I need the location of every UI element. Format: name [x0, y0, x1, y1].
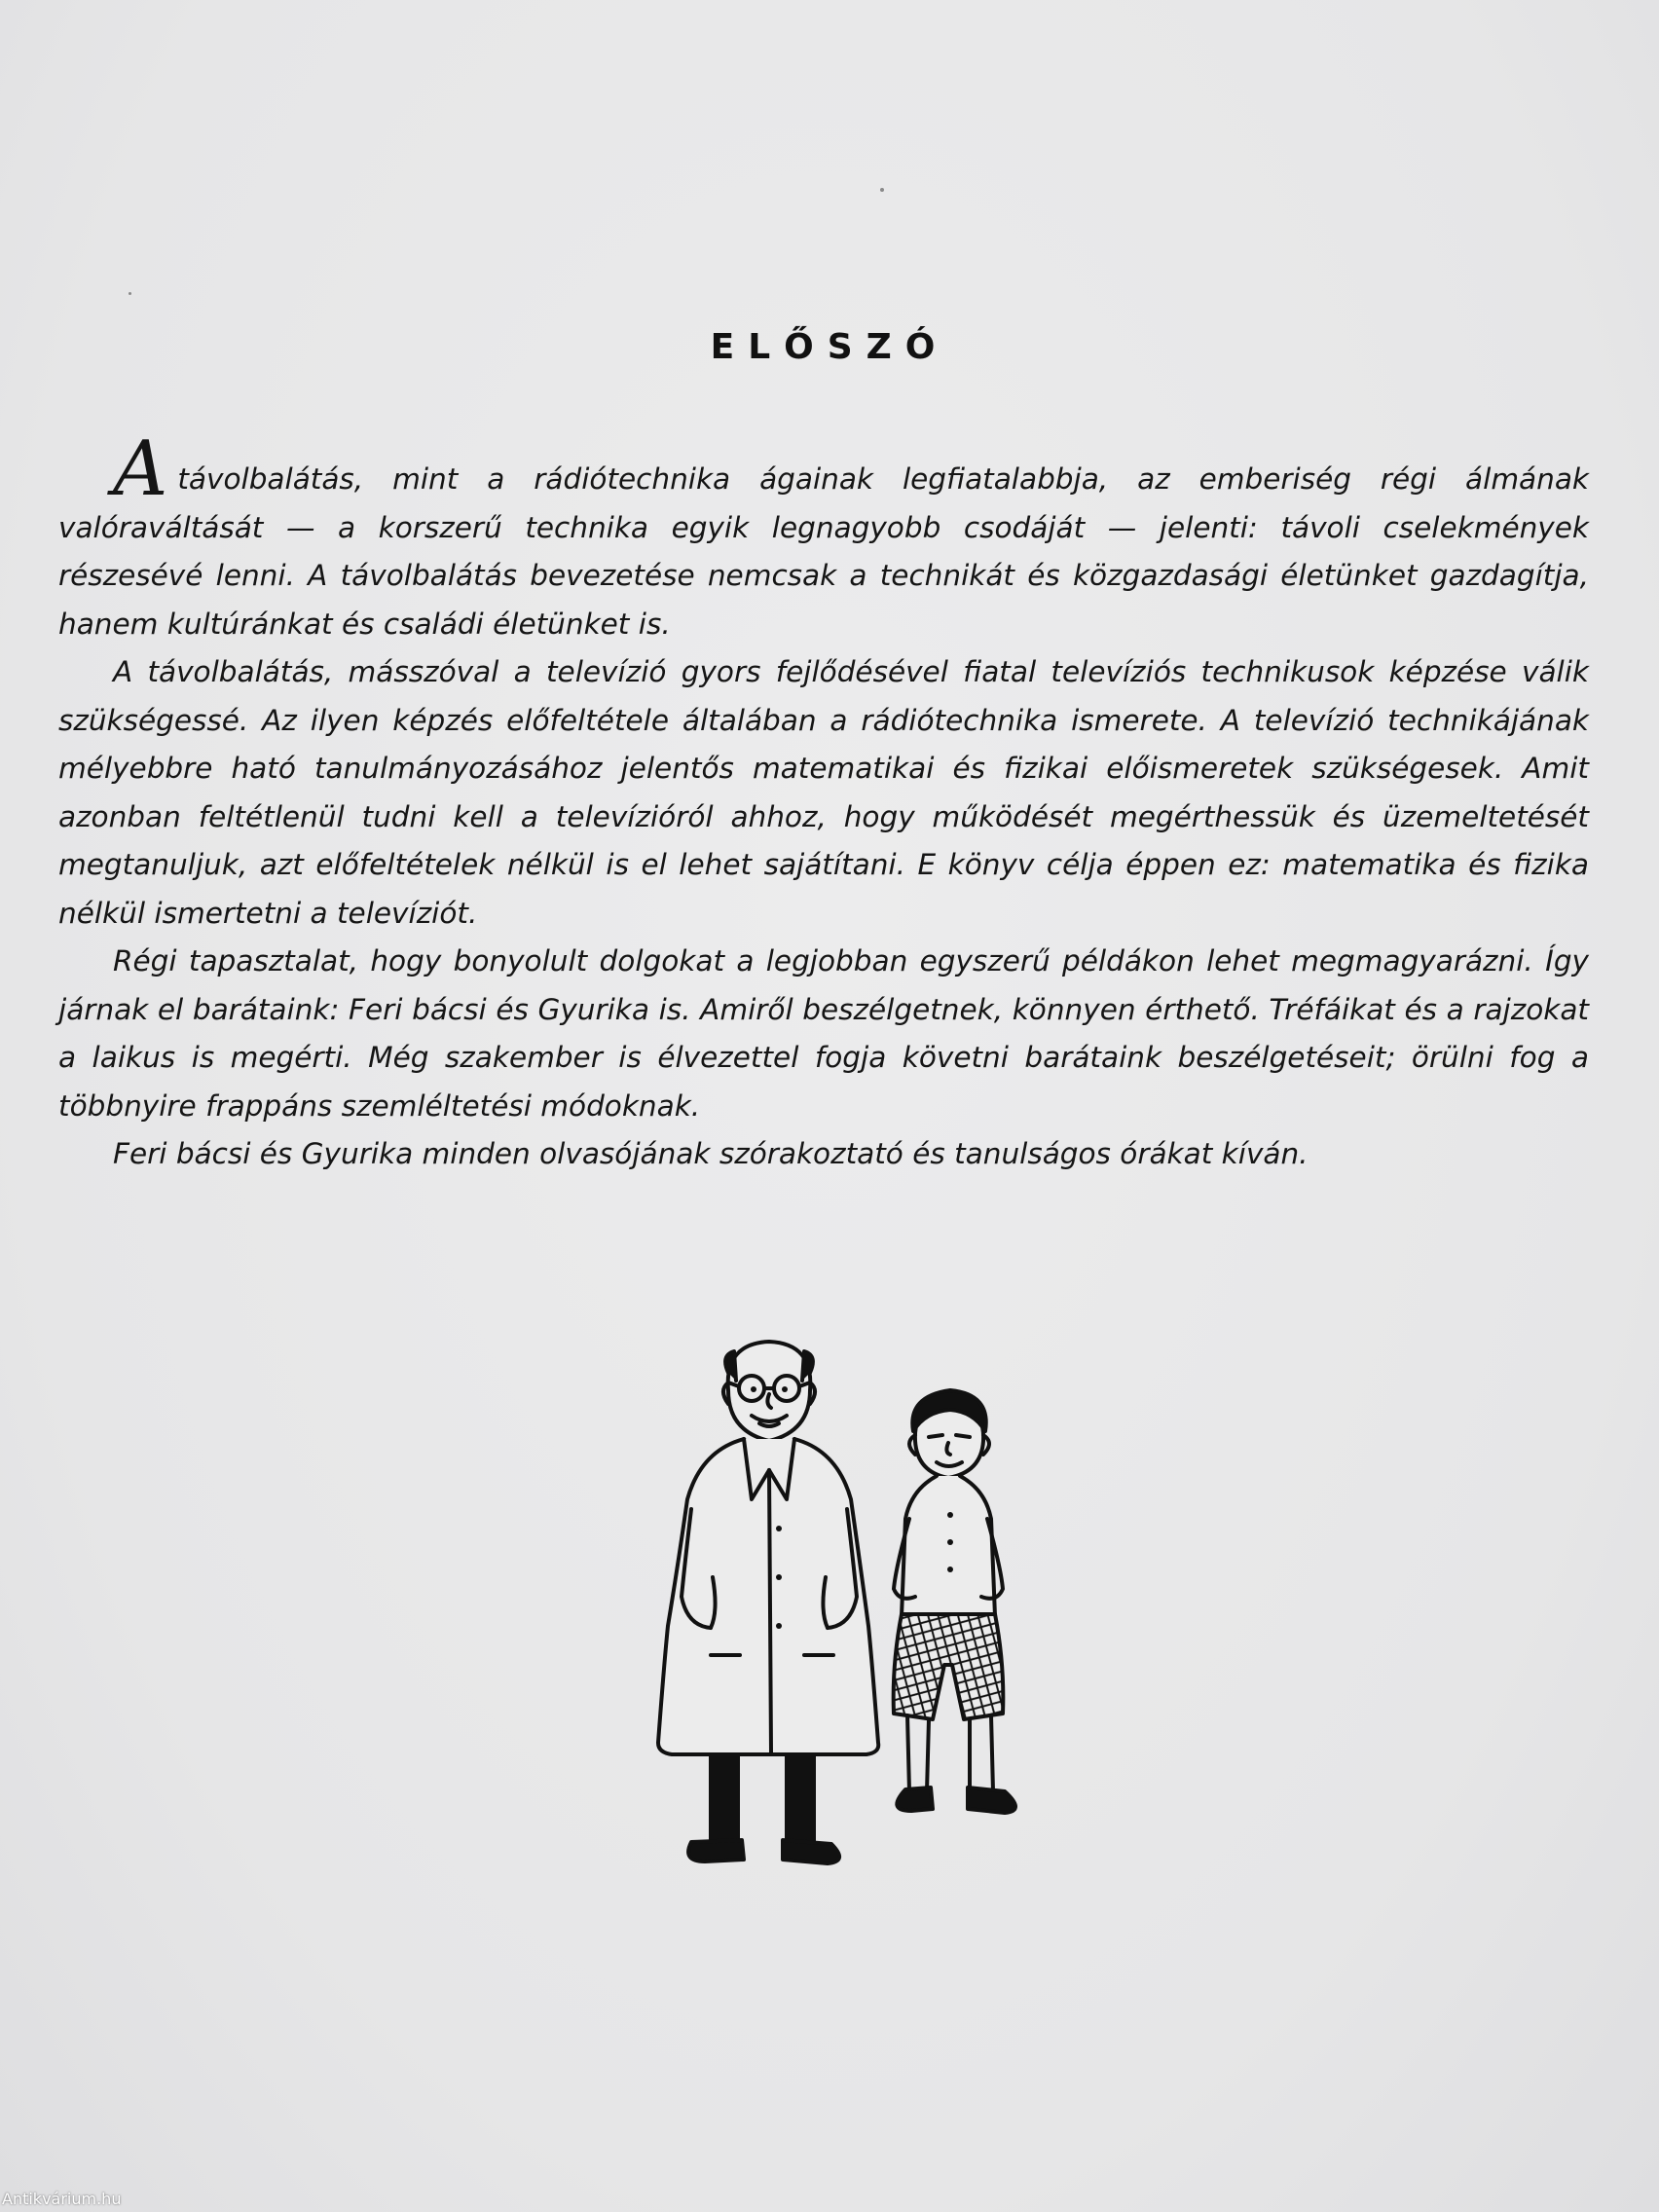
paragraph-2: A távolbalátás, másszóval a televízió gyors fejlődésével fiatal televíziós technikusok képzése válik szükségessé. Az ilyen képzés előfeltétele általában a rádiótechnika ismerete. A televízió technikájának mélyebbre ható tanulmányozásához jelentős matematikai és fizikai előismeretek szükségesek. Amit azonban feltétlenül tudni kell a televízióról ahhoz, hogy működését megérthessük és üzemeltetését megtanuljuk, azt előfeltételek nélkül is el lehet sajátítani. E könyv célja éppen ez: matematika és fizika nélkül ismertetni a televíziót. — [58, 655, 1589, 930]
paragraph-1 — [58, 425, 1589, 648]
feri-bacsi-figure — [658, 1342, 878, 1863]
foreword-body — [58, 425, 1589, 1179]
feri-bacsi-and-gyurika-illustration — [623, 1334, 1051, 1879]
gyurika-figure — [894, 1390, 1015, 1813]
paper-speck — [880, 188, 884, 192]
paragraph-4: Feri bácsi és Gyurika minden olvasójának szórakoztató és tanulságos órákat kíván. — [113, 1137, 1309, 1170]
page-title: ELŐSZÓ — [710, 327, 949, 367]
watermark: Antikvárium.hu — [2, 2190, 122, 2208]
paragraph-3: Régi tapasztalat, hogy bonyolult dolgokat a legjobban egyszerű példákon lehet megmagyarázni. Így járnak el barátaink: Feri bácsi és Gyurika is. Amiről beszélgetnek, könnyen érthető. Tréfáikat és a rajzokat a laikus is megérti. Még szakember is élvezettel fogja követni barátaink beszélgetéseit; örülni fog a többnyire frappáns szemléltetési módoknak. — [58, 944, 1589, 1123]
drop-cap: A — [113, 425, 168, 513]
paragraph-1-text: távolbalátás, mint a rádiótechnika ágainak legfiatalabbja, az emberiség régi álmának valóraváltását — a korszerű technika egyik legnagyobb csodáját — jelenti: távoli cselekmények részesévé lenni. A távolbalátás bevezetése nemcsak a technikát és közgazdasági életünket gazdagítja, hanem kultúránkat és családi életünket is. — [58, 462, 1589, 641]
paper-speck — [129, 292, 131, 295]
